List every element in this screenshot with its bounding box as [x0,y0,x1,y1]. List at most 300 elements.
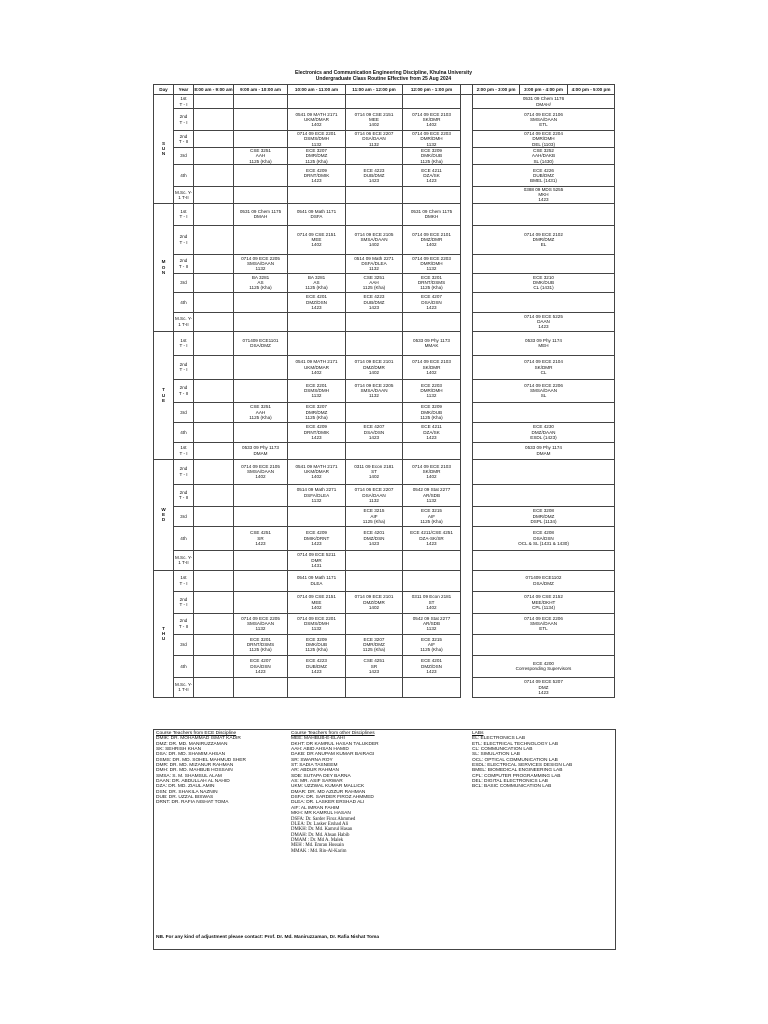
class-cell [234,484,288,506]
other-teacher-entry: UKM: UZZWAL KUMAR MALLICK [291,784,365,790]
year-cell: 4th [174,655,194,677]
year-cell: 2nd T - I [174,109,194,131]
year-cell: 2nd T - II [174,613,194,634]
lunch-gap [461,422,473,442]
other-teacher-entry: DSFA: Dr. Sarder Firoz Ahmmed [291,816,356,822]
routine-row [154,526,615,550]
class-cell [234,131,288,148]
lunch-gap [461,131,473,148]
class-cell [194,312,234,331]
afternoon-cell: ECE 3210 DMK/DUB CL (1431) [473,273,615,292]
class-cell: ECE 3201 DRNT/DSMS 1125 (Kha) [234,634,288,655]
class-cell: ECE 2203 DMR/DMH 1132 [403,379,461,402]
routine-row [154,484,615,506]
routine-row [154,655,615,677]
class-cell: ECE 3209 DMK/DUB 1125 (Kha) [288,634,346,655]
header-row [154,85,615,95]
class-cell: 0714 09 ECE 2105 SMSA/DAAN 1402 [234,459,288,484]
year-cell: 2nd T - II [174,484,194,506]
other-teacher-entry: DMAH: Dr. Md. Ahsan Habib [291,832,350,838]
class-cell: 0541 09 MATH 2171 UKM/DMAR 1402 [288,355,346,379]
class-cell: ECE 4209 DRNT/DMIK 1423 [288,422,346,442]
class-cell [403,677,461,697]
class-cell [194,95,234,109]
class-cell: 0714 09 CSE 2151 MEE 1402 [288,591,346,613]
afternoon-cell: 0714 09 ECE 5225 DAAN 1423 [473,312,615,331]
afternoon-cell: 0714 09 ECE 2204 DMR/DMH DEL (1103) [473,131,615,148]
routine-row [154,331,615,355]
class-cell [234,570,288,591]
class-cell [346,148,403,165]
routine-row [154,422,615,442]
class-cell [194,254,234,273]
routine-row [154,402,615,422]
routine-row [154,225,615,254]
lunch-gap [461,402,473,422]
ece-teacher-entry: DAAN: DR. ABDULLAH AL NAHID [156,779,230,785]
year-cell: 2nd T - II [174,254,194,273]
class-cell: 0533 09 Phy 1173 MMAK [403,331,461,355]
class-cell [346,442,403,459]
class-cell [234,506,288,526]
year-cell: 2nd T - II [174,379,194,402]
afternoon-cell: ECE 4226 DUB/DMZ BMEL (1431) [473,165,615,187]
column-header: 4:00 pm - 5:00 pm [568,85,615,95]
year-cell: 2nd T - I [174,591,194,613]
other-teacher-entry: AR: ABDUR RAHMAN [291,768,339,774]
class-cell [194,109,234,131]
ece-teacher-entry: DMIK: DR. MOHAMMAD ISMAT KADIR [156,736,241,742]
lunch-gap [461,634,473,655]
class-cell: CSE 3251 AAH 1125 (Kha) [234,402,288,422]
afternoon-cell [473,484,615,506]
lunch-gap [461,570,473,591]
other-teacher-entry: AS: MR. ASIF SARWAR [291,779,343,785]
class-cell: 0514 09 Math 2271 DSFA/DLEA 1132 [288,484,346,506]
afternoon-cell [473,292,615,312]
ece-teacher-entry: SMSA: S. M. SHAMSUL ALAM [156,773,222,779]
year-cell: 2nd T - II [174,131,194,148]
class-cell: ECE 3207 DMR/DMZ 1125 (Kha) [288,148,346,165]
lunch-gap [461,254,473,273]
class-cell [403,442,461,459]
lunch-gap [461,677,473,697]
class-cell [194,379,234,402]
year-cell: 3rd [174,148,194,165]
class-cell [288,331,346,355]
routine-row [154,634,615,655]
afternoon-cell: 0714 09 ECE 2206 SMSA/DAAN SL [473,379,615,402]
class-cell: CSE 4251 SR 1423 [346,655,403,677]
afternoon-cell [473,402,615,422]
class-cell: 0714 09 ECE 2103 SK/DMR 1402 [403,109,461,131]
routine-row [154,379,615,402]
lunch-gap [461,203,473,225]
class-cell [194,165,234,187]
routine-row [154,292,615,312]
day-label: T H U [154,570,174,697]
ece-teacher-entry: DMZ: DR. MD. MANIRUZZAMAN [156,741,228,747]
afternoon-cell: 0714 09 ECE 2206 SMSA/DAAN ETL [473,613,615,634]
afternoon-cell [473,459,615,484]
other-teacher-entry: DLEA: Dr. Lasker Ershad Ali [291,821,349,827]
lunch-gap [461,355,473,379]
class-cell [234,312,288,331]
class-cell [288,95,346,109]
day-label: W E D [154,459,174,570]
class-cell: 0714 09 CSE 2151 MEE 1402 [288,225,346,254]
other-teacher-entry: MKH: MR KAMRUL HASAN [291,811,351,817]
afternoon-cell: 0714 09 ECE 2106 SMSA/DAAN ETL [473,109,615,131]
afternoon-cell: 0533 09 Phy 1174 DMAM [473,442,615,459]
lunch-gap [461,526,473,550]
afternoon-cell [473,634,615,655]
class-cell: CSE 4251 SR 1423 [234,526,288,550]
afternoon-cell: 0533 09 Phy 1174 MEH [473,331,615,355]
lab-entry: DEL: DIGITAL ELECTRONICS LAB [472,779,548,785]
class-cell: 0514 09 Math 2271 DSFA/DLEA 1132 [346,254,403,273]
class-cell [194,331,234,355]
routine-row [154,591,615,613]
class-cell [403,570,461,591]
routine-row [154,254,615,273]
year-cell: 2nd T - I [174,355,194,379]
other-teacher-entry: DMAR: DR. MD AZIZUR RAHMAN [291,789,366,795]
year-cell: M.Sc. Y- 1 T-II [174,677,194,697]
class-cell: ECE 4211/CSE 4251 DZA-SK/SR 1423 [403,526,461,550]
afternoon-cell: 0714 09 ECE 2104 SK/DMR CL [473,355,615,379]
class-cell: ECE 4201 DMZ/DSN 1423 [403,655,461,677]
lunch-gap [461,655,473,677]
day-label: T U E [154,331,174,459]
class-cell: 0714 09 CSE 2151 MEE 1402 [346,109,403,131]
class-cell [346,570,403,591]
class-cell [346,95,403,109]
class-cell: ECE 2201 DSMS/DMH 1132 [288,379,346,402]
other-teacher-entry: AIF: AL IMRAN FAHIM [291,805,340,811]
year-cell: 4th [174,526,194,550]
routine-row [154,131,615,148]
ece-teacher-entry: DSA: DR. MD. SHAMIM AHSAN [156,752,226,758]
year-cell: M.Sc. Y- 1 T-II [174,187,194,204]
other-teacher-entry: MEH : Md. Emran Hossain [291,843,344,849]
year-cell: 1st T - I [174,442,194,459]
class-cell [346,677,403,697]
other-teacher-entry: DKHT: DR KAMRUL HASAN TALUKDER [291,741,379,747]
class-cell: 0531 09 Chem 1175 DMKH [403,203,461,225]
class-cell [346,203,403,225]
routine-table [153,84,615,698]
lunch-gap [461,148,473,165]
class-cell: 0311 09 Econ 2181 ST 1402 [346,459,403,484]
lab-entry: SL: SIMULATION LAB [472,752,520,758]
other-teacher-entry: MEE: MAHBUB-E-ELAHI [291,736,345,742]
class-cell [194,225,234,254]
lunch-gap [461,312,473,331]
column-header: 11:00 am - 12:00 pm [346,85,403,95]
class-cell [194,355,234,379]
routine-row [154,506,615,526]
lunch-gap [461,292,473,312]
class-cell: ECE 4207 DSA/DSN 1423 [403,292,461,312]
class-cell: 0714 09 ECE 2203 DMR/DMH 1132 [403,254,461,273]
class-cell: ECE 3215 AIF 1125 (Kha) [346,506,403,526]
class-cell: 0541 09 Math 1171 DSFA [288,203,346,225]
class-cell [194,550,234,570]
afternoon-cell [473,550,615,570]
class-cell: 0714 09 ECE 2201 DSMS/DMH 1132 [288,613,346,634]
afternoon-cell: 071409 ECE1102 DSA/DMZ [473,570,615,591]
class-cell [194,459,234,484]
afternoon-cell: 0714 09 ECE 2102 DMR/DMZ EL [473,225,615,254]
class-cell: ECE 4209 DRNT/DMIK 1423 [288,165,346,187]
lab-entry: OCL: OPTICAL COMMUNICATION LAB [472,757,558,763]
class-cell: ECE 4211 DZA/SK 1423 [403,422,461,442]
labs-list [472,731,612,790]
day-label: S U N [154,95,174,204]
lunch-gap [461,95,473,109]
class-cell: 0714 09 ECE 2101 DMZ/DMR 1402 [346,591,403,613]
routine-row [154,677,615,697]
class-cell: ECE 4223 DUB/DMZ 1423 [288,655,346,677]
afternoon-cell: 0714 09 ECE 5207 DMZ 1423 [473,677,615,697]
year-cell: 4th [174,165,194,187]
routine-row [154,203,615,225]
ece-teachers-list [156,731,306,806]
lunch-gap [461,591,473,613]
class-cell [403,95,461,109]
class-cell: BA 3281 AS 1125 (Kha) [288,273,346,292]
labs-heading: LABs [472,731,484,736]
class-cell [194,677,234,697]
routine-row [154,442,615,459]
class-cell: 0541 09 Math 1171 DLEA [288,570,346,591]
afternoon-cell: 0388 09 MDS 5255 MKH 1423 [473,187,615,204]
class-cell: ECE 3209 DMK/DUB 1125 (Kha) [403,402,461,422]
class-cell [194,613,234,634]
afternoon-cell [473,254,615,273]
class-cell: 0714 09 ECE 2105 SMSA/DAAN 1402 [346,225,403,254]
class-cell [288,506,346,526]
routine-row [154,273,615,292]
column-header: 8:00 am - 9:00 am [194,85,234,95]
afternoon-cell: CSE 3252 AAH/DAKB SL (1430) [473,148,615,165]
routine-row [154,109,615,131]
class-cell [234,292,288,312]
lunch-gap [461,187,473,204]
class-cell: 0714 09 ECE 2203 DMR/DMH 1132 [403,131,461,148]
class-cell: 0714 09 ECE 2205 SMSA/DAAN 1132 [234,254,288,273]
ece-teachers-heading: Course Teachers from ECE Discipline [156,731,237,736]
routine-row [154,355,615,379]
class-cell [288,442,346,459]
year-cell: 1st T - I [174,203,194,225]
class-cell [194,131,234,148]
other-teachers-heading: Course Teachers from other Disciplines [291,731,375,736]
lunch-gap [461,484,473,506]
class-cell: ECE 3209 DMK/DUB 1125 (Kha) [403,148,461,165]
class-cell [194,187,234,204]
column-header: 2:00 pm - 3:00 pm [473,85,520,95]
class-cell [194,570,234,591]
other-teacher-entry: MMAK : Md. Rin-Al-Karim [291,848,347,854]
other-teacher-entry: DAKB: DR ANUPAM KUMAR BAIRAGI [291,752,375,758]
other-teacher-entry: ST: SADIA TASNEEM [291,763,338,769]
lab-entry: ETL: ELECTRICAL TECHNOLOGY LAB [472,741,559,747]
class-cell [346,402,403,422]
class-cell: ECE 3207 DMR/DMZ 1125 (Kha) [288,402,346,422]
class-cell [194,655,234,677]
class-cell [288,677,346,697]
class-cell [234,379,288,402]
class-cell: ECE 4211 DZA/SK 1423 [403,165,461,187]
class-cell [234,95,288,109]
class-cell: 0531 09 Chem 1175 DMAH [234,203,288,225]
ece-teacher-entry: SK: SEHRISH KHAN [156,747,202,753]
other-teacher-entry: SR: SWARNA ROY [291,757,333,763]
routine-row [154,165,615,187]
class-cell [234,422,288,442]
class-cell: CSE 3251 AAH 1125 (Kha) [234,148,288,165]
class-cell: 0541 09 MATH 2171 UKM/DMAR 1402 [288,459,346,484]
class-cell [346,312,403,331]
routine-row [154,613,615,634]
class-cell [403,312,461,331]
class-cell: ECE 3207 DMR/DMZ 1125 (Kha) [346,634,403,655]
lab-entry: ESDL: ELECTRICAL SERVICES DESIGN LAB [472,763,573,769]
other-teachers-list [291,731,471,854]
class-cell [194,402,234,422]
ece-teacher-entry: DRNT: DR. RAFIA NISHAT TOMA [156,800,229,806]
year-cell: 2nd T - I [174,225,194,254]
lab-entry: EL: ELECTRONICS LAB [472,736,526,742]
class-cell [234,165,288,187]
legend-box [153,729,616,950]
class-cell [403,550,461,570]
lab-entry: BCL: BASIC COMMUNICATION LAB [472,784,552,790]
class-cell [288,312,346,331]
class-cell [346,187,403,204]
class-cell [194,484,234,506]
lunch-gap [461,109,473,131]
class-cell: ECE 4201 DMZ/DSN 1423 [346,526,403,550]
class-cell [234,677,288,697]
column-header: Day [154,85,174,95]
class-cell [234,355,288,379]
routine-row [154,187,615,204]
lunch-gap [461,459,473,484]
class-cell: ECE 4207 DSA/DSN 1423 [234,655,288,677]
other-teacher-entry: DMAM : Dr. Md A. Malek [291,837,344,843]
afternoon-cell: 0531 09 Chem 1176 DMAH/ [473,95,615,109]
class-cell: 0714 09 ECE 2205 SMSA/DAAN 1132 [346,379,403,402]
class-cell [194,422,234,442]
class-cell: ECE 4207 DSA/DSN 1423 [346,422,403,442]
lunch-gap [461,165,473,187]
year-cell: 2nd T - I [174,459,194,484]
class-cell [194,273,234,292]
afternoon-cell [473,203,615,225]
class-cell: 0311 09 Econ 2181 ST 1402 [403,591,461,613]
class-cell [288,254,346,273]
year-cell: M.Sc. Y- 1 T-II [174,312,194,331]
lunch-gap [461,273,473,292]
lab-entry: CL: COMMUNICATION LAB [472,747,533,753]
lab-entry: CPL: COMPUTER PROGRAMMING LAB [472,773,561,779]
class-cell [346,613,403,634]
year-cell: 3rd [174,634,194,655]
class-cell [194,526,234,550]
class-cell: 0541 09 MATH 2171 UKM/DMAR 1402 [288,109,346,131]
other-teacher-entry: DMKH: Dr. Md. Kamrul Hasan [291,827,353,833]
class-cell: ECE 3215 AIF 1125 (Kha) [403,634,461,655]
class-cell: 0714 06 ECE 2207 DSA/DAAN 1132 [346,131,403,148]
class-cell: ECE 4209 DMIK/DRNT 1423 [288,526,346,550]
routine-row [154,550,615,570]
lunch-gap [461,225,473,254]
class-cell: ECE 3201 DRNT/DSMS 1125 (Kha) [403,273,461,292]
ece-teacher-entry: DMH: DR. MD. MAHBUB HOSSAIN [156,768,233,774]
class-cell [288,187,346,204]
routine-row [154,95,615,109]
column-header: 9:00 am - 10:00 am [234,85,288,95]
afternoon-cell: 0714 09 CSE 2152 MEE/DKHT CPL (1134) [473,591,615,613]
class-cell [234,109,288,131]
year-cell: 3rd [174,273,194,292]
adjustment-note: NB. For any kind of adjustment please contact: Prof. Dr. Md. Maniruzzaman, Dr. Rafia Nishat Toma [156,935,380,940]
routine-row [154,312,615,331]
class-cell: 0542 09 Stat 2277 AR/SDB 1132 [403,613,461,634]
lunch-gap [461,442,473,459]
class-cell [194,203,234,225]
ece-teacher-entry: DSMS: DR. MD. SOHEL MAHMUD SHER [156,757,246,763]
routine-page [153,70,614,698]
column-header: 3:00 pm - 4:00 pm [520,85,568,95]
lunch-gap [461,506,473,526]
afternoon-cell: ECE 4230 DMZ/DAAN ESDL (1423) [473,422,615,442]
other-teacher-entry: DSFA: DR. SARDER FIROZ AHMMED [291,795,374,801]
class-cell [234,225,288,254]
afternoon-cell: ECE 4200 Corresponding Supervisors [473,655,615,677]
class-cell: 0714 09 ECE 5211 DMR 1431 [288,550,346,570]
routine-row [154,148,615,165]
year-cell: 1st T - I [174,95,194,109]
afternoon-cell: ECE 3208 DMR/DMZ DSPL (1134) [473,506,615,526]
other-teacher-entry: DLEA: DR. LASKER ERSHAD ALI [291,800,365,806]
column-header: 10:00 am - 11:00 am [288,85,346,95]
class-cell [346,550,403,570]
class-cell [346,331,403,355]
class-cell [194,292,234,312]
class-cell: ECE 4223 DUB/DMZ 1423 [346,292,403,312]
class-cell: 071409 ECE1101 DSA/DMZ [234,331,288,355]
class-cell: ECE 3215 AIF 1125 (Kha) [403,506,461,526]
year-cell: 3rd [174,506,194,526]
class-cell [194,634,234,655]
afternoon-cell: ECE 4208 DSA/DSN OCL & SL (1431 & 1430) [473,526,615,550]
lunch-gap [461,331,473,355]
column-header [461,85,473,95]
page-subtitle: Undergraduate Class Routine Effective from 25 Aug 2024 [315,76,452,82]
class-cell [194,148,234,165]
routine-row [154,459,615,484]
class-cell: ECE 4201 DMZ/DSN 1423 [288,292,346,312]
year-cell: M.Sc. Y- 1 T-II [174,550,194,570]
class-cell [234,187,288,204]
lunch-gap [461,613,473,634]
class-cell: 0714 09 ECE 2101 DMZ/DMR 1402 [403,225,461,254]
other-teacher-entry: SDB: SUTAPA DEY BARNA [291,773,351,779]
